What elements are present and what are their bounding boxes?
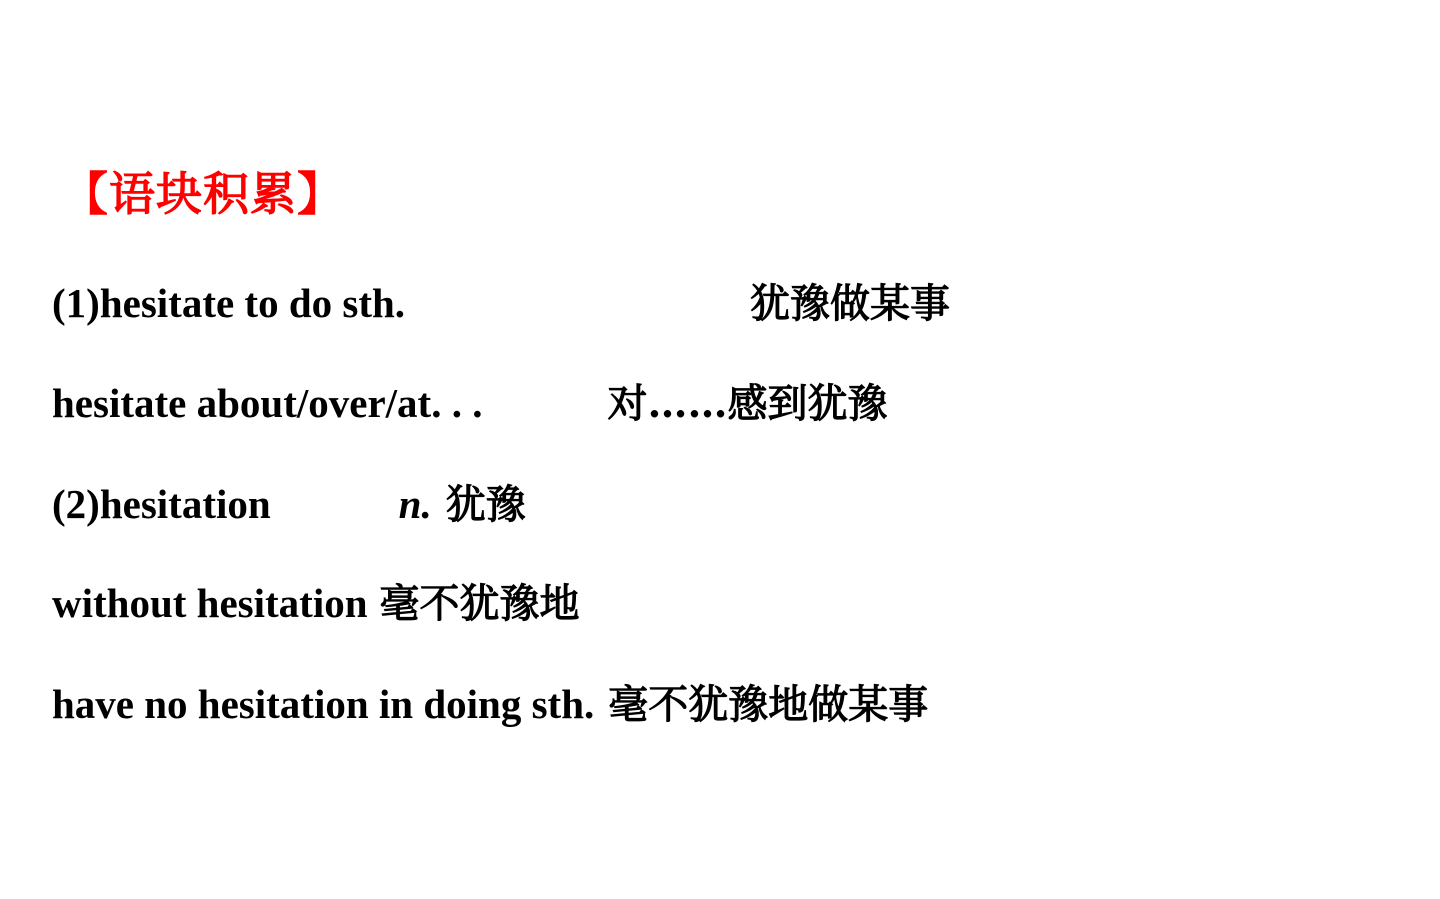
phrase-english-4: without hesitation [52, 580, 368, 626]
phrase-chinese-5: 毫不犹豫地做某事 [608, 681, 929, 728]
phrase-line-3 [52, 481, 526, 528]
phrase-line-5 [52, 681, 929, 728]
phrase-line-4 [52, 580, 580, 627]
phrase-line-1 [52, 280, 951, 327]
section-heading: 【语块积累】 [62, 169, 344, 220]
phrase-english-2: hesitate about/over/at. . . [52, 380, 483, 426]
phrase-english-1: hesitate to do sth. [99, 280, 406, 326]
phrase-chinese-4: 毫不犹豫地 [379, 580, 580, 627]
phrase-chinese-2: 对……感到犹豫 [607, 380, 888, 427]
phrase-english-5: have no hesitation in doing sth. [52, 681, 595, 727]
phrase-index-1: (1) [52, 280, 100, 326]
phrase-line-2 [52, 380, 888, 427]
phrase-chinese-3: 犹豫 [445, 481, 526, 528]
part-of-speech-3: n. [398, 481, 432, 527]
phrase-english-3: hesitation [99, 481, 271, 527]
phrase-index-3: (2) [52, 481, 100, 527]
phrase-chinese-1: 犹豫做某事 [750, 280, 951, 327]
